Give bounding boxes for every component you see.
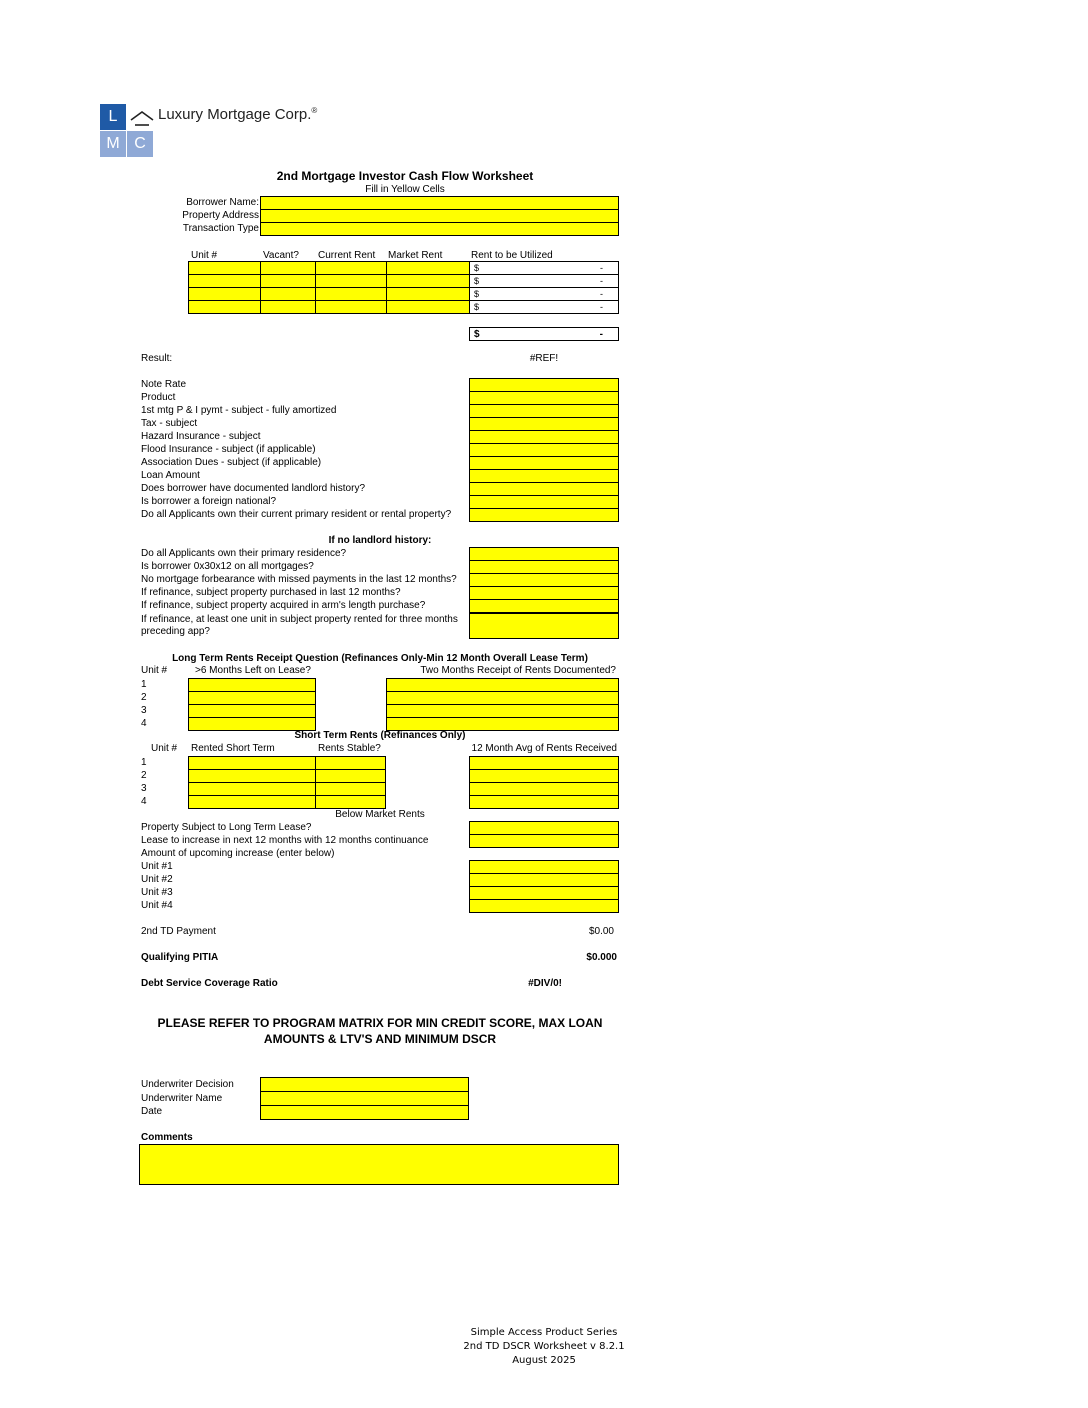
below-market-unit-2-label: Unit #2 [141, 874, 173, 885]
loan-field-2-label: Product [141, 392, 176, 403]
footer-version: 2nd TD DSCR Worksheet v 8.2.1 [463, 1341, 625, 1352]
landlord-question-3-label: No mortgage forbearance with missed payments in the last 12 months? [141, 574, 457, 585]
loan-field-10-label: Is borrower a foreign national? [141, 496, 277, 507]
loan-field-10-input[interactable] [469, 495, 619, 509]
registered-mark: ® [311, 106, 318, 115]
loan-field-7-label: Association Dues - subject (if applicable) [141, 457, 322, 468]
unit-4-unit-input[interactable] [188, 300, 262, 314]
short-term-heading: Short Term Rents (Refinances Only) [294, 730, 466, 741]
unit-4-rent-value: - [600, 302, 603, 312]
loan-field-5-input[interactable] [469, 430, 619, 444]
result-label: Result: [141, 353, 173, 364]
short-term-unit-2-rented-input[interactable] [188, 769, 316, 783]
long-term-unit-2-label: 2 [141, 692, 147, 703]
qualifying-pitia-value: $0.000 [586, 952, 617, 963]
landlord-answer-6-input[interactable] [469, 613, 619, 639]
td-payment-value: $0.00 [588, 926, 614, 937]
short-term-unit-2-stable-input[interactable] [315, 769, 386, 783]
loan-field-9-input[interactable] [469, 482, 619, 496]
below-market-unit-3-input[interactable] [469, 886, 619, 900]
total-currency: $ [474, 329, 480, 340]
borrower-name-label: Borrower Name: [186, 197, 259, 208]
property-address-input[interactable] [260, 209, 619, 223]
td-payment-label: 2nd TD Payment [141, 926, 216, 937]
unit-2-unit-input[interactable] [188, 274, 262, 288]
short-term-unit-4-rented-input[interactable] [188, 795, 316, 809]
logo-letter-c: C [127, 131, 153, 157]
unit-2-rent-currency: $ [474, 276, 480, 286]
loan-field-3-label: 1st mtg P & I pymt - subject - fully amortized [141, 405, 337, 416]
unit-3-vacant-input[interactable] [260, 287, 317, 301]
transaction-type-label: Transaction Type [182, 223, 259, 234]
loan-field-2-input[interactable] [469, 391, 619, 405]
underwriter-date-input[interactable] [260, 1105, 469, 1120]
landlord-answer-5-input[interactable] [469, 599, 619, 613]
underwriter-decision-label: Underwriter Decision [141, 1079, 234, 1090]
borrower-name-input[interactable] [260, 196, 619, 210]
loan-field-4-label: Tax - subject [141, 418, 198, 429]
worksheet-title: 2nd Mortgage Investor Cash Flow Worksheet [276, 169, 534, 183]
landlord-question-1-label: Do all Applicants own their primary residence? [141, 548, 347, 559]
below-market-unit-1-input[interactable] [469, 860, 619, 874]
property-address-label: Property Address [182, 210, 259, 221]
qualifying-pitia-label: Qualifying PITIA [141, 952, 219, 963]
below-market-unit-2-input[interactable] [469, 873, 619, 887]
unit-1-market-rent-input[interactable] [386, 261, 470, 275]
logo-letter-m: M [100, 131, 126, 157]
loan-field-7-input[interactable] [469, 456, 619, 470]
loan-field-1-label: Note Rate [141, 379, 187, 390]
long-term-unit-4-label: 4 [141, 718, 147, 729]
short-term-unit-2-avg-input[interactable] [469, 769, 619, 783]
program-matrix-notice-line1: PLEASE REFER TO PROGRAM MATRIX FOR MIN CREDIT SCORE, MAX LOAN [157, 1016, 603, 1030]
unit-2-vacant-input[interactable] [260, 274, 317, 288]
footer-series: Simple Access Product Series [470, 1327, 618, 1338]
below-market-q2-label: Lease to increase in next 12 months with 12 months continuance [141, 835, 429, 846]
unit-2-rent-utilized [469, 274, 619, 288]
unit-2-market-rent-input[interactable] [386, 274, 470, 288]
result-value: #REF! [529, 353, 559, 364]
short-term-col-avg: 12 Month Avg of Rents Received [471, 743, 617, 754]
landlord-answer-1-input[interactable] [469, 547, 619, 561]
short-term-unit-3-stable-input[interactable] [315, 782, 386, 796]
long-term-unit-3-label: 3 [141, 705, 147, 716]
landlord-question-4-label: If refinance, subject property purchased in last 12 months? [141, 587, 401, 598]
unit-3-rent-currency: $ [474, 289, 480, 299]
underwriter-date-label: Date [141, 1106, 163, 1117]
long-term-col-receipt: Two Months Receipt of Rents Documented? [420, 665, 616, 676]
total-value: - [599, 329, 603, 340]
below-market-q1-input[interactable] [469, 821, 619, 835]
below-market-q2-input[interactable] [469, 834, 619, 848]
col-header-unit: Unit # [191, 250, 218, 261]
transaction-type-input[interactable] [260, 222, 619, 236]
loan-field-11-input[interactable] [469, 508, 619, 522]
short-term-unit-4-avg-input[interactable] [469, 795, 619, 809]
short-term-unit-1-rented-input[interactable] [188, 756, 316, 770]
roof-icon [129, 106, 155, 128]
unit-4-current-rent-input[interactable] [315, 300, 387, 314]
unit-2-rent-value: - [600, 276, 603, 286]
comments-input[interactable] [139, 1144, 619, 1185]
comments-label: Comments [141, 1132, 193, 1143]
total-rent-cell [469, 327, 619, 341]
landlord-answer-2-input[interactable] [469, 560, 619, 574]
unit-3-market-rent-input[interactable] [386, 287, 470, 301]
short-term-unit-3-rented-input[interactable] [188, 782, 316, 796]
short-term-col-rented: Rented Short Term [191, 743, 275, 754]
underwriter-name-label: Underwriter Name [141, 1093, 223, 1104]
long-term-unit-1-label: 1 [141, 679, 147, 690]
unit-1-rent-value: - [600, 263, 603, 273]
below-market-q1-label: Property Subject to Long Term Lease? [141, 822, 312, 833]
worksheet-subtitle: Fill in Yellow Cells [365, 184, 445, 195]
company-name: Luxury Mortgage Corp. [158, 106, 312, 123]
long-term-unit-2-receipt-input[interactable] [386, 691, 619, 705]
loan-field-11-label: Do all Applicants own their current primary resident or rental property? [141, 509, 452, 520]
unit-1-current-rent-input[interactable] [315, 261, 387, 275]
short-term-unit-4-label: 4 [141, 796, 147, 807]
unit-3-rent-utilized [469, 287, 619, 301]
dscr-value: #DIV/0! [528, 978, 562, 989]
long-term-unit-4-receipt-input[interactable] [386, 717, 619, 731]
long-term-heading: Long Term Rents Receipt Question (Refinances Only-Min 12 Month Overall Lease Term) [172, 653, 588, 664]
loan-field-4-input[interactable] [469, 417, 619, 431]
long-term-col-unit: Unit # [141, 665, 168, 676]
dscr-label: Debt Service Coverage Ratio [141, 978, 278, 989]
loan-field-5-label: Hazard Insurance - subject [141, 431, 261, 442]
long-term-unit-4-lease-input[interactable] [188, 717, 316, 731]
unit-4-market-rent-input[interactable] [386, 300, 470, 314]
unit-3-rent-value: - [600, 289, 603, 299]
below-market-unit-4-input[interactable] [469, 899, 619, 913]
short-term-unit-4-stable-input[interactable] [315, 795, 386, 809]
landlord-answer-4-input[interactable] [469, 586, 619, 600]
loan-field-6-input[interactable] [469, 443, 619, 457]
unit-4-rent-utilized [469, 300, 619, 314]
col-header-current-rent: Current Rent [318, 250, 376, 261]
landlord-question-2-label: Is borrower 0x30x12 on all mortgages? [141, 561, 314, 572]
long-term-unit-3-lease-input[interactable] [188, 704, 316, 718]
logo-letter-l: L [100, 104, 126, 130]
landlord-question-6-line2: preceding app? [141, 626, 210, 637]
underwriter-name-input[interactable] [260, 1091, 469, 1106]
short-term-col-stable: Rents Stable? [318, 743, 381, 754]
unit-4-vacant-input[interactable] [260, 300, 317, 314]
landlord-question-5-label: If refinance, subject property acquired in arm's length purchase? [141, 600, 426, 611]
short-term-unit-2-label: 2 [141, 770, 147, 781]
unit-1-rent-currency: $ [474, 263, 480, 273]
unit-2-current-rent-input[interactable] [315, 274, 387, 288]
long-term-unit-1-lease-input[interactable] [188, 678, 316, 692]
underwriter-decision-input[interactable] [260, 1077, 469, 1092]
short-term-unit-1-label: 1 [141, 757, 147, 768]
short-term-unit-3-label: 3 [141, 783, 147, 794]
unit-4-rent-currency: $ [474, 302, 480, 312]
footer-date: August 2025 [512, 1355, 576, 1366]
short-term-unit-1-avg-input[interactable] [469, 756, 619, 770]
landlord-question-6-line1: If refinance, at least one unit in subject property rented for three months [141, 614, 458, 625]
unit-1-vacant-input[interactable] [260, 261, 317, 275]
col-header-rent-utilized: Rent to be Utilized [471, 250, 553, 261]
landlord-answer-3-input[interactable] [469, 573, 619, 587]
unit-1-rent-utilized [469, 261, 619, 275]
loan-field-3-input[interactable] [469, 404, 619, 418]
col-header-vacant: Vacant? [263, 250, 299, 261]
col-header-market-rent: Market Rent [388, 250, 443, 261]
loan-field-8-label: Loan Amount [141, 470, 200, 481]
loan-field-8-input[interactable] [469, 469, 619, 483]
loan-field-1-input[interactable] [469, 378, 619, 392]
unit-3-current-rent-input[interactable] [315, 287, 387, 301]
program-matrix-notice-line2: AMOUNTS & LTV'S AND MINIMUM DSCR [263, 1032, 497, 1046]
loan-field-6-label: Flood Insurance - subject (if applicable) [141, 444, 316, 455]
unit-1-unit-input[interactable] [188, 261, 262, 275]
unit-3-unit-input[interactable] [188, 287, 262, 301]
loan-field-9-label: Does borrower have documented landlord history? [141, 483, 366, 494]
below-market-unit-4-label: Unit #4 [141, 900, 173, 911]
below-market-unit-3-label: Unit #3 [141, 887, 173, 898]
below-market-q3-label: Amount of upcoming increase (enter below) [141, 848, 335, 859]
long-term-unit-2-lease-input[interactable] [188, 691, 316, 705]
below-market-unit-1-label: Unit #1 [141, 861, 173, 872]
short-term-col-unit: Unit # [151, 743, 178, 754]
below-market-heading: Below Market Rents [335, 809, 425, 820]
long-term-col-lease: >6 Months Left on Lease? [195, 665, 311, 676]
landlord-heading: If no landlord history: [328, 535, 432, 546]
long-term-unit-3-receipt-input[interactable] [386, 704, 619, 718]
long-term-unit-1-receipt-input[interactable] [386, 678, 619, 692]
short-term-unit-1-stable-input[interactable] [315, 756, 386, 770]
short-term-unit-3-avg-input[interactable] [469, 782, 619, 796]
